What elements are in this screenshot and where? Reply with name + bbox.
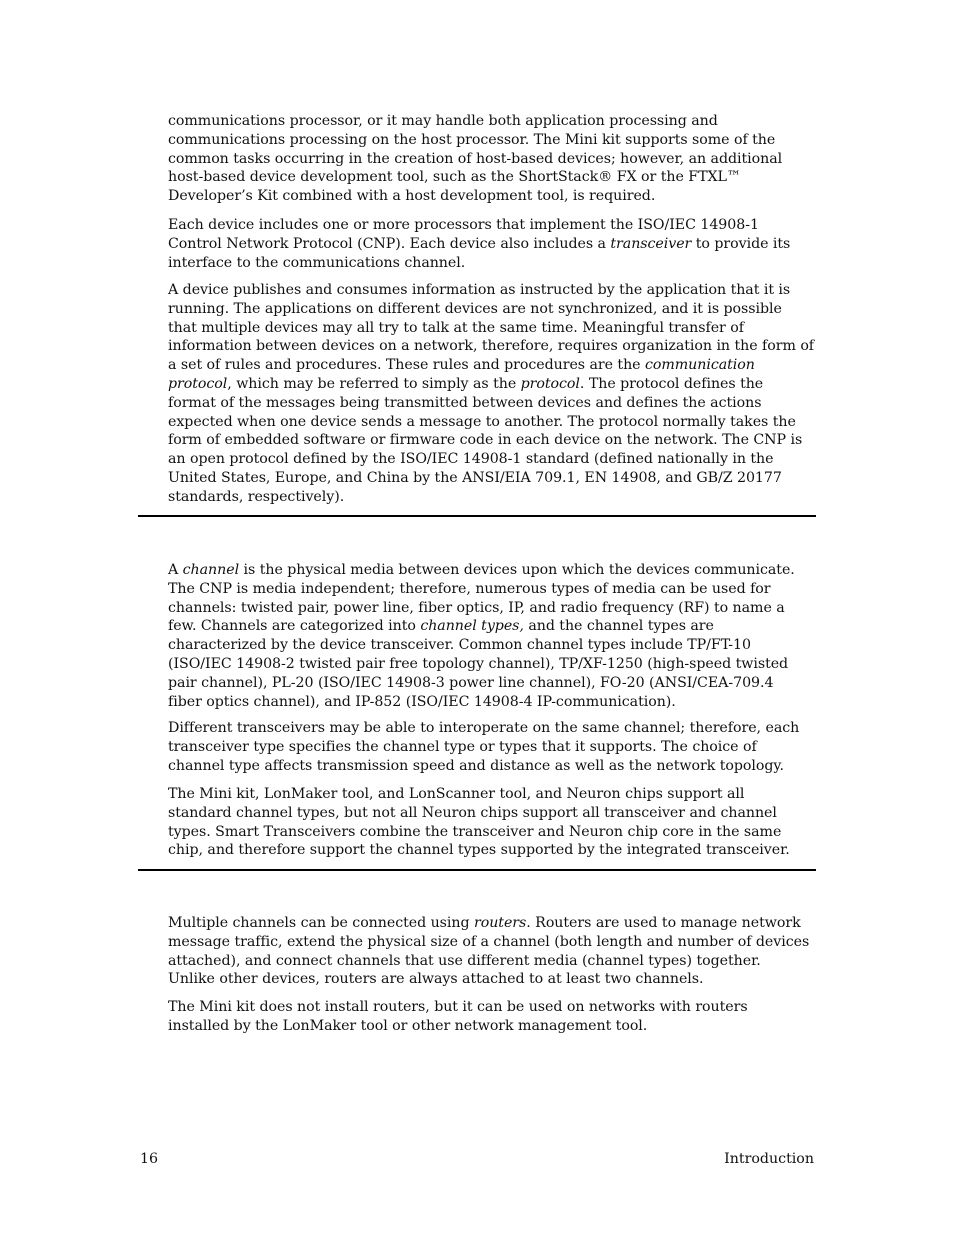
text-line: channels: twisted pair, power line, fiber optics, IP, and radio frequency (RF) to name a xyxy=(168,599,785,616)
emphasis-communication: communication xyxy=(644,357,755,374)
text-line: A device publishes and consumes information as instructed by the application that it is xyxy=(168,282,791,298)
text-line: an open protocol defined by the ISO/IEC 14908-1 standard (defined nationally in the xyxy=(168,451,774,468)
emphasis-transceiver: transceiver xyxy=(610,235,692,252)
text-line: a set of rules and procedures. These rules and procedures are the communication xyxy=(168,357,755,374)
text-line: standard channel types, but not all Neuron chips support all transceiver and channel xyxy=(168,804,777,821)
emphasis-routers: routers xyxy=(473,915,527,931)
section-divider xyxy=(138,515,816,517)
text-line: communications processing on the host processor. The Mini kit supports some of the xyxy=(168,131,776,148)
paragraph-router-install xyxy=(168,998,816,1036)
text-line: format of the messages being transmitted between devices and defines the actions xyxy=(168,394,762,411)
text-line: communications processor, or it may handle both application processing and xyxy=(168,113,718,129)
text-line: transceiver type specifies the channel type or types that it supports. The choice of xyxy=(168,738,757,755)
text-line: Control Network Protocol (CNP). Each device also includes a transceiver to provide its xyxy=(168,235,791,252)
text-line: characterized by the device transceiver. Common channel types include TP/FT-10 xyxy=(168,637,751,654)
text-line: channel type affects transmission speed and distance as well as the network topology. xyxy=(168,757,784,774)
text-line: host-based device development tool, such as the ShortStack® FX or the FTXL™ xyxy=(168,169,742,186)
paragraph-channel xyxy=(168,561,816,711)
text-line: few. Channels are categorized into channel types, and the channel types are xyxy=(168,618,714,635)
paragraph-host-processing xyxy=(168,112,816,206)
paragraph-device-processors xyxy=(168,216,816,272)
text-line: installed by the LonMaker tool or other network management tool. xyxy=(168,1017,648,1034)
emphasis-channel-types: channel types, xyxy=(420,618,524,635)
paragraph-protocol xyxy=(168,281,816,507)
paragraph-routers xyxy=(168,914,816,989)
emphasis-protocol: protocol xyxy=(520,375,580,392)
text-line: Unlike other devices, routers are always attached to at least two channels. xyxy=(168,971,704,988)
text-line: The CNP is media independent; therefore, numerous types of media can be used for xyxy=(168,580,771,597)
text-line: protocol, which may be referred to simply as the protocol. The protocol defines the xyxy=(168,375,764,392)
emphasis-channel: channel xyxy=(182,562,240,578)
text-line: attached), and connect channels that use different media (channel types) together. xyxy=(168,952,761,969)
text-line: Developer’s Kit combined with a host development tool, is required. xyxy=(168,188,656,205)
text-line: pair channel), PL-20 (ISO/IEC 14908-3 power line channel), FO-20 (ANSI/CEA-709.4 xyxy=(168,674,774,691)
text-line: Each device includes one or more processors that implement the ISO/IEC 14908-1 xyxy=(168,217,759,233)
text-line: form of embedded software or firmware code in each device on the network. The CNP is xyxy=(168,432,803,449)
text-line: information between devices on a network, therefore, requires organization in the form of xyxy=(168,338,815,355)
text-line: running. The applications on different devices are not synchronized, and it is possible xyxy=(168,300,782,317)
text-line: chip, and therefore support the channel types supported by the integrated transceiver. xyxy=(168,842,790,859)
text-line: Different transceivers may be able to interoperate on the same channel; therefore, each xyxy=(168,720,800,736)
text-line: A channel is the physical media between devices upon which the devices communicate. xyxy=(168,562,795,578)
text-line: interface to the communications channel. xyxy=(168,254,466,271)
page-number: 16 xyxy=(140,1151,159,1167)
text-line: message traffic, extend the physical size of a channel (both length and number of devices xyxy=(168,933,810,950)
text-line: types. Smart Transceivers combine the transceiver and Neuron chip core in the same xyxy=(168,823,782,840)
section-divider xyxy=(138,869,816,871)
text-line: (ISO/IEC 14908-2 twisted pair free topology channel), TP/XF-1250 (high-speed twisted xyxy=(168,655,789,672)
text-line: expected when one device sends a message to another. The protocol normally takes the xyxy=(168,413,796,430)
text-line: that multiple devices may all try to talk at the same time. Meaningful transfer of xyxy=(168,319,744,336)
text-line: common tasks occurring in the creation of host-based devices; however, an additional xyxy=(168,150,783,167)
text-line: standards, respectively). xyxy=(168,488,345,505)
footer-section-title: Introduction xyxy=(724,1151,814,1167)
text-line: fiber optics channel), and IP-852 (ISO/IEC 14908-4 IP-communication). xyxy=(168,693,676,710)
paragraph-transceivers xyxy=(168,719,816,775)
emphasis-protocol: protocol xyxy=(168,375,228,392)
text-line: The Mini kit does not install routers, but it can be used on networks with routers xyxy=(168,999,748,1015)
text-line: Multiple channels can be connected using routers. Routers are used to manage network xyxy=(168,915,801,931)
text-line: United States, Europe, and China by the ANSI/EIA 709.1, EN 14908, and GB/Z 20177 xyxy=(168,469,782,486)
text-line: The Mini kit, LonMaker tool, and LonScanner tool, and Neuron chips support all xyxy=(168,786,745,802)
paragraph-channel-support xyxy=(168,785,816,860)
